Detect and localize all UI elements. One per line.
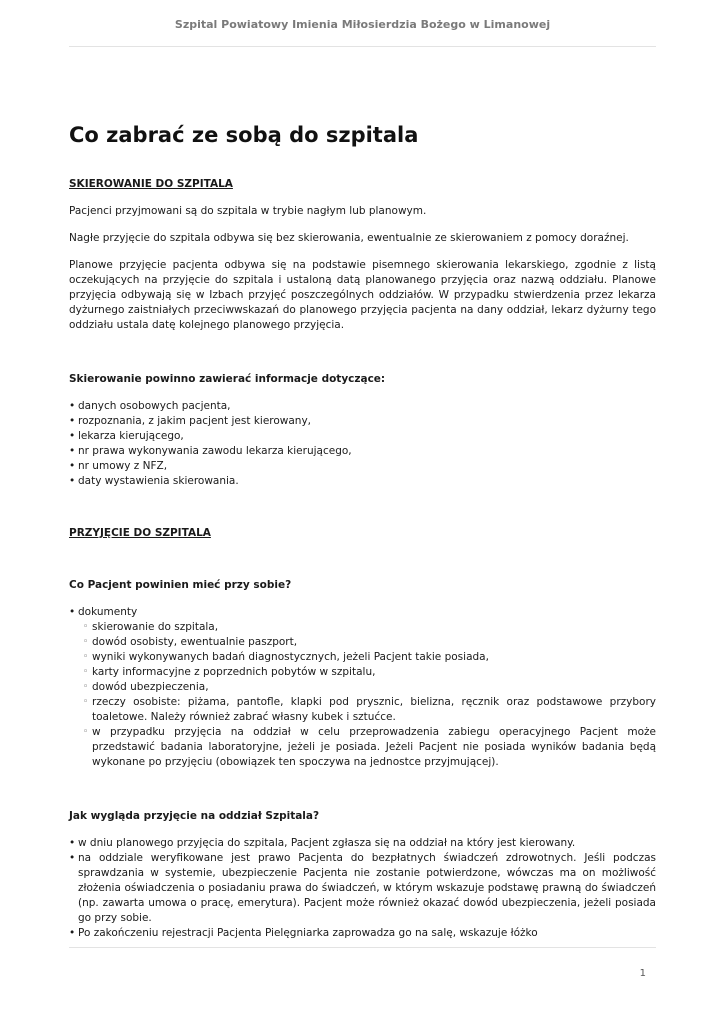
page-title: Co zabrać ze sobą do szpitala [69,123,419,147]
document-body [69,120,656,941]
page-header: Szpital Powiatowy Imienia Miłosierdzia Bożego w Limanowej [174,18,551,31]
paragraph-planned-admission: Planowe przyjęcie pacjenta odbywa się na podstawie pisemnego skierowania lekarskiego, zgodnie z listą oczekujących na przyjęcie do szpitala i ustaloną datą planowanego przyjęcia oraz nazwą oddziału. Planowe przyjęcia odbywają się w Izbach przyjęć poszczególnych oddziałów. W przypadku stwierdzenia przez lekarza dyżurnego zaistniałych przeciwwskazań do planowego przyjęcia pacjenta na dany oddział, lekarz dyżurny tego oddziału ustala datę kolejnego planowego przyjęcia. [69,259,656,331]
section-heading-referral: SKIEROWANIE DO SZPITALA [69,178,233,190]
list-item-documents [69,605,656,770]
what-to-bring-list [69,605,656,770]
list-item: • w dniu planowego przyjęcia do szpitala, Pacjent zgłasza się na oddział na który jest kierowany. [69,836,656,851]
sublist-item: ◦ rzeczy osobiste: piżama, pantofle, klapki pod prysznic, bielizna, ręcznik oraz podstawowe przybory toaletowe. Należy również zabrać własny kubek i sztućce. [83,695,656,725]
header-divider [69,46,656,47]
list-item-label: dokumenty [78,606,138,618]
list-item: • nr prawa wykonywania zawodu lekarza kierującego, [69,444,656,459]
what-to-bring-heading: Co Pacjent powinien mieć przy sobie? [69,579,292,591]
sublist-item: ◦ w przypadku przyjęcia na oddział w celu przeprowadzenia zabiegu operacyjnego Pacjent może przedstawić badania laboratoryjne, jeżeli je posiada. Jeżeli Pacjent nie posiada wyników badania będą wykonane po przyjęciu (obowiązek ten spoczywa na jednostce przyjmującej). [83,725,656,770]
sublist-item: ◦ skierowanie do szpitala, [83,620,656,635]
sublist-item: ◦ dowód ubezpieczenia, [83,680,656,695]
list-item: • nr umowy z NFZ, [69,459,656,474]
section-heading-admission: PRZYJĘCIE DO SZPITALA [69,527,211,539]
referral-contents-list [69,399,656,489]
list-item: • na oddziale weryfikowane jest prawo Pacjenta do bezpłatnych świadczeń zdrowotnych. Jeśli podczas sprawdzania w systemie, ubezpieczenie Pacjenta nie zostanie potwierdzone, wówczas ma on możliwość złożenia oświadczenia o posiadaniu prawa do świadczeń, w którym wskazuje podstawę prawną do świadczeń (np. zawarta umowa o pracę, emerytura). Pacjent może również okazać dowód ubezpieczenia, jeżeli posiada go przy sobie. [69,851,656,926]
admission-process-list [69,836,656,941]
referral-contents-heading: Skierowanie powinno zawierać informacje dotyczące: [69,373,386,385]
list-item: • Po zakończeniu rejestracji Pacjenta Pielęgniarka zaprowadza go na salę, wskazuje łóżko [69,926,656,941]
sublist-item: ◦ karty informacyjne z poprzednich pobytów w szpitalu, [83,665,656,680]
list-item: • danych osobowych pacjenta, [69,399,656,414]
footer-divider [69,947,656,948]
paragraph-emergency-admission: Nagłe przyjęcie do szpitala odbywa się bez skierowania, ewentualnie ze skierowaniem z pomocy doraźnej. [69,232,629,244]
list-item: • lekarza kierującego, [69,429,656,444]
documents-sublist [69,620,656,770]
admission-process-heading: Jak wygląda przyjęcie na oddział Szpitala? [69,810,320,822]
sublist-item: ◦ dowód osobisty, ewentualnie paszport, [83,635,656,650]
page-number: 1 [639,968,646,979]
list-item: • rozpoznania, z jakim pacjent jest kierowany, [69,414,656,429]
list-item: • daty wystawienia skierowania. [69,474,656,489]
sublist-item: ◦ wyniki wykonywanych badań diagnostycznych, jeżeli Pacjent takie posiada, [83,650,656,665]
paragraph-admission-modes: Pacjenci przyjmowani są do szpitala w trybie nagłym lub planowym. [69,205,427,217]
